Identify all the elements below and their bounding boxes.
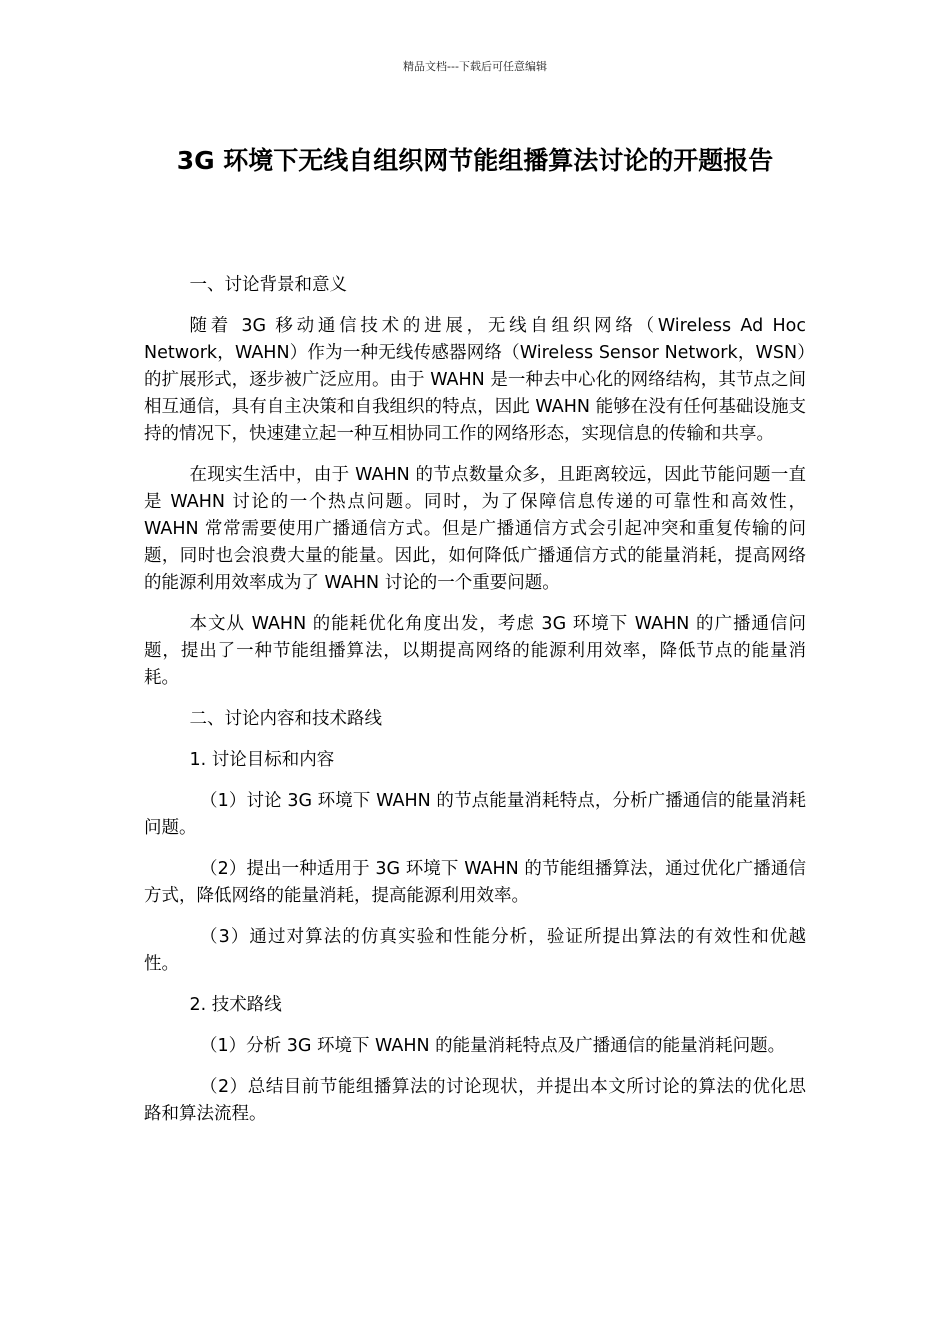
page-header-note: 精品文档---下载后可任意编辑 (403, 60, 547, 73)
subheading-technical-route: 2. 技术路线 (189, 995, 282, 1015)
subheading-goals: 1. 讨论目标和内容 (189, 750, 335, 770)
section-heading-background: 一、讨论背景和意义 (189, 275, 347, 295)
goal-item-1: （1）讨论 3G 环境下 WAHN 的节点能量消耗特点，分析广播通信的能量消耗问题。 (144, 791, 806, 838)
paragraph-background-2: 在现实生活中，由于 WAHN 的节点数量众多，且距离较远，因此节能问题一直是 WAHN 讨论的一个热点问题。同时，为了保障信息传递的可靠性和高效性，WAHN 常常需要使用广播通信方式。但是广播通信方式会引起冲突和重复传输的问题，同时也会浪费大量的能量。因此，如何降低广播通信方式的能量消耗，提高网络的能源利用效率成为了 WAHN 讨论的一个重要问题。 (144, 465, 806, 593)
section-heading-content: 二、讨论内容和技术路线 (189, 709, 382, 729)
document-title: 3G 环境下无线自组织网节能组播算法讨论的开题报告 (176, 146, 774, 175)
goal-item-2: （2）提出一种适用于 3G 环境下 WAHN 的节能组播算法，通过优化广播通信方式，降低网络的能量消耗，提高能源利用效率。 (144, 859, 806, 906)
route-item-2: （2）总结目前节能组播算法的讨论现状，并提出本文所讨论的算法的优化思路和算法流程。 (144, 1077, 806, 1124)
paragraph-background-1: 随着 3G 移动通信技术的进展，无线自组织网络（Wireless Ad Hoc Network，WAHN）作为一种无线传感器网络（Wireless Sensor Network，WSN）的扩展形式，逐步被广泛应用。由于 WAHN 是一种去中心化的网络结构，其节点之间相互通信，具有自主决策和自我组织的特点，因此 WAHN 能够在没有任何基础设施支持的情况下，快速建立起一种互相协同工作的网络形态，实现信息的传输和共享。 (144, 316, 806, 444)
document-body (144, 272, 806, 1142)
paragraph-background-3: 本文从 WAHN 的能耗优化角度出发，考虑 3G 环境下 WAHN 的广播通信问题，提出了一种节能组播算法，以期提高网络的能源利用效率，降低节点的能量消耗。 (144, 614, 806, 688)
goal-item-3: （3）通过对算法的仿真实验和性能分析，验证所提出算法的有效性和优越性。 (144, 927, 806, 974)
route-item-1: （1）分析 3G 环境下 WAHN 的能量消耗特点及广播通信的能量消耗问题。 (200, 1036, 786, 1056)
